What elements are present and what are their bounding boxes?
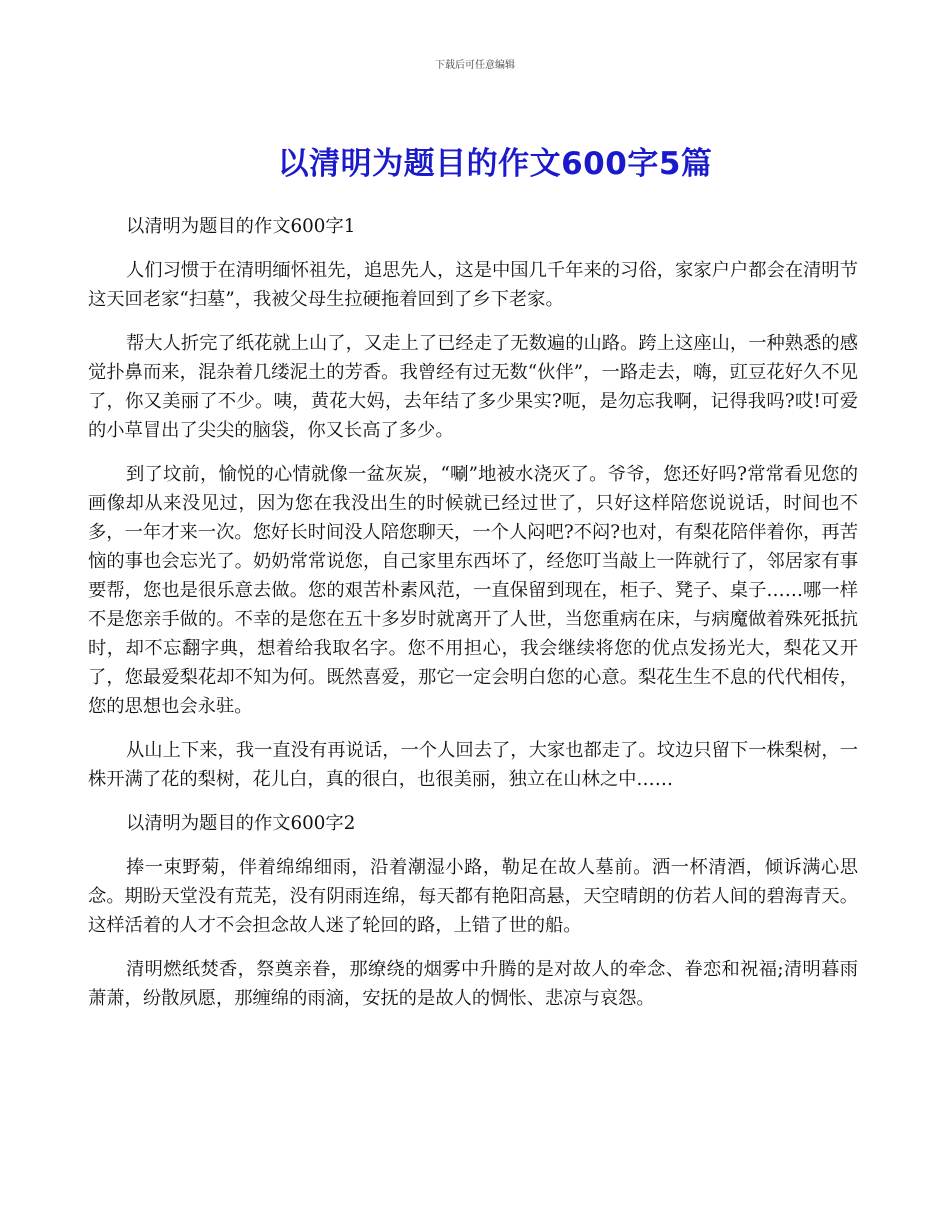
section-heading-1: 以清明为题目的作文600字1: [126, 216, 356, 237]
paragraph-3: 到了坟前，愉悦的心情就像一盆灰炭，“唰”地被水浇灭了。爷爷，您还好吗?常常看见您的画像却从来没见过，因为您在我没出生的时候就已经过世了，只好这样陪您说说话，时间也不多，一年才来一次。您好长时间没人陪您聊天，一个人闷吧?不闷?也对，有梨花陪伴着你，再苦恼的事也会忘光了。奶奶常常说您，自己家里东西坏了，经您叮当敲上一阵就行了，邻居家有事要帮，您也是很乐意去做。您的艰苦朴素风范，一直保留到现在，柜子、凳子、桌子……哪一样不是您亲手做的。不幸的是您在五十多岁时就离开了人世，当您重病在床，与病魔做着殊死抵抗时，却不忘翻字典，想着给我取名字。您不用担心，我会继续将您的优点发扬光大，梨花又开了，您最爱梨花却不知为何。既然喜爱，那它一定会明白您的心意。梨花生生不息的代代相传，您的思想也会永驻。: [88, 464, 858, 717]
paragraph-5: 捧一束野菊，伴着绵绵细雨，沿着潮湿小路，勒足在故人墓前。洒一杯清酒，倾诉满心思念。期盼天堂没有荒芜，没有阴雨连绵，每天都有艳阳高悬，天空晴朗的仿若人间的碧海青天。这样活着的人才不会担念故人迷了轮回的路，上错了世的船。: [88, 857, 858, 936]
paragraph-1: 人们习惯于在清明缅怀祖先，追思先人，这是中国几千年来的习俗，家家户户都会在清明节这天回老家“扫墓”，我被父母生拉硬拖着回到了乡下老家。: [88, 260, 858, 310]
paragraph-6: 清明燃纸焚香，祭奠亲眷，那缭绕的烟雾中升腾的是对故人的牵念、眷恋和祝福;清明暮雨萧萧，纷散夙愿，那缠绵的雨滴，安抚的是故人的惆怅、悲凉与哀怨。: [88, 959, 858, 1009]
header-note: 下载后可任意编辑: [435, 60, 515, 71]
document-body: [88, 212, 858, 1028]
paragraph-2: 帮大人折完了纸花就上山了，又走上了已经走了无数遍的山路。跨上这座山，一种熟悉的感觉扑鼻而来，混杂着几缕泥土的芳香。我曾经有过无数“伙伴”，一路走去，嗨，豇豆花好久不见了，你又美丽了不少。咦，黄花大妈，去年结了多少果实?呃，是勿忘我啊，记得我吗?哎!可爱的小草冒出了尖尖的脑袋，你又长高了多少。: [88, 333, 858, 441]
paragraph-4: 从山上下来，我一直没有再说话，一个人回去了，大家也都走了。坟边只留下一株梨树，一株开满了花的梨树，花儿白，真的很白，也很美丽，独立在山林之中……: [88, 740, 858, 790]
section-heading-2: 以清明为题目的作文600字2: [126, 813, 356, 834]
page-title: 以清明为题目的作文600字5篇: [277, 146, 713, 182]
